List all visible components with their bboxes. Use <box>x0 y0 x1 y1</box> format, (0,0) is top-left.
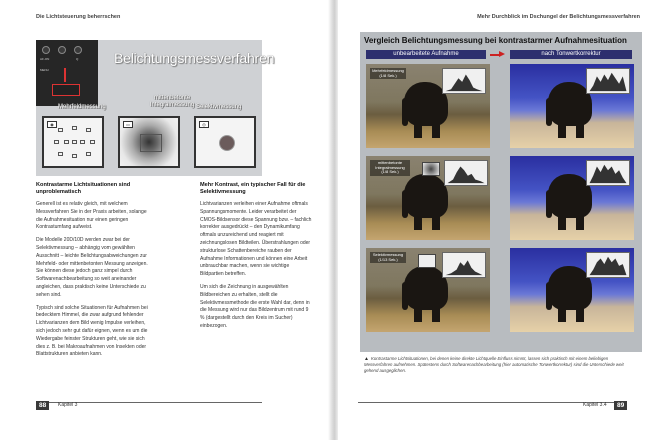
page-number: 89 <box>614 401 627 410</box>
histogram <box>586 252 630 278</box>
af-point <box>86 152 91 156</box>
column-header-original: unbearbeitete Aufnahme <box>366 50 486 59</box>
af-point <box>80 140 85 144</box>
histogram <box>586 68 630 94</box>
evaluative-metering-diagram <box>42 116 104 168</box>
elephant-trunk <box>546 190 552 218</box>
elephant-leg <box>558 210 566 230</box>
center-weighted-metering-diagram <box>118 116 180 168</box>
elephant-trunk <box>402 98 408 126</box>
histogram <box>444 160 488 186</box>
metering-figure <box>36 40 275 176</box>
elephant-leg <box>558 118 566 138</box>
camera-label: MENU <box>40 68 49 72</box>
af-point <box>72 140 77 144</box>
photo-corrected-partial <box>510 248 634 332</box>
row-label: mittenbetonte Integralmessung (1/8 Sek.) <box>370 160 410 176</box>
section-heading: Kontrastarme Lichtsituationen sind unproblematisch <box>36 182 131 195</box>
text-column-2 <box>200 182 312 336</box>
histogram <box>442 68 486 94</box>
af-point <box>54 140 59 144</box>
histogram-graph <box>587 69 629 93</box>
elephant-trunk <box>546 98 552 126</box>
af-point <box>72 154 77 158</box>
metering-thumb-icon <box>422 162 440 176</box>
photo-original-evaluative <box>366 64 490 148</box>
af-point-button-icon <box>74 46 82 54</box>
figure-title: Belichtungsmessverfahren <box>114 50 275 66</box>
histogram-graph <box>587 253 629 277</box>
histogram-graph <box>443 69 485 93</box>
text-column-1 <box>36 182 148 364</box>
evaluative-mode-icon: ◉ <box>47 121 57 128</box>
paragraph: Typisch sind solche Situationen für Aufnahmen bei bedecktem Himmel, die zwar aufgrund fehlender Lichtvarianzen dem Bild wenig Impulse verleihen, sich jedoch sehr gut dafür eignen, wenn es um die Wiedergabe feinster Strukturen geht, wie sie sich dies z. B. bei Makroaufnahmen von Insekten oder Blattstrukturen anbieten kann. <box>36 304 148 358</box>
af-point <box>58 128 63 132</box>
af-point <box>64 140 69 144</box>
comparison-figure <box>360 32 642 352</box>
elephant-trunk <box>402 190 408 218</box>
partial-metering-diagram <box>194 116 256 168</box>
paragraph: Um sich die Zeichnung in ausgewählten Bildbereichen zu erhalten, stellt die Selektivmessmethode die erste Wahl dar, denn in die Messung wird nur das Bildzentrum mit rund 9 % (dargestellt durch den Kreis im Sucher) einbezogen. <box>200 283 310 329</box>
af-point <box>90 140 95 144</box>
caption-text: Kontrastarme Lichtsituationen, bei denen keine direkte Lichtquelle Einfluss nimmt, lassen sich praktisch mit einem beliebigen Messverfahren aufnehmen. Spätestens durch Softwarenachbearbeitung (hier automatische Tonwertkorrektur) sind die Unterschiede weit gehend ausgeglichen. <box>364 356 624 374</box>
elephant-leg <box>576 302 584 322</box>
footer-rule <box>358 402 618 403</box>
elephant-leg <box>558 302 566 322</box>
chapter-label: Kapitel 3.4 <box>583 402 607 408</box>
paragraph: Generell ist es relativ gleich, mit welchem Messverfahren Sie in der Praxis arbeiten, solange die Aufnahmesituation nur einen geringen Kontrastumfang aufweist. <box>36 201 147 231</box>
running-head-left: Die Lichtsteuerung beherrschen <box>36 14 121 20</box>
page-number: 88 <box>36 401 49 410</box>
elephant-leg <box>414 210 422 230</box>
elephant-trunk <box>402 282 408 310</box>
row-label: Selektivmessung (1/13 Sek.) <box>370 252 406 263</box>
elephant-leg <box>414 302 422 322</box>
spot-circle <box>220 136 234 150</box>
histogram-graph <box>445 161 487 185</box>
figure-title: Vergleich Belichtungsmessung bei kontrastarmer Aufnahmesituation <box>364 36 627 45</box>
af-point <box>72 126 77 130</box>
elephant-leg <box>576 210 584 230</box>
histogram <box>442 252 486 278</box>
label-evaluative: Mehrfeldmessung <box>58 104 106 110</box>
chapter-label: Kapitel 3 <box>58 402 78 408</box>
histogram-graph <box>443 253 485 277</box>
star-button-icon <box>58 46 66 54</box>
camera-back-image <box>36 40 98 106</box>
af-on-button-icon <box>42 46 50 54</box>
row-label: Mehrfeldmessung (1/8 Sek.) <box>370 68 406 79</box>
elephant-leg <box>432 302 440 322</box>
photo-corrected-evaluative <box>510 64 634 148</box>
elephant-trunk <box>546 282 552 310</box>
left-page <box>0 0 330 440</box>
arrow-icon <box>64 68 66 82</box>
camera-label: Q <box>76 57 79 61</box>
right-arrow-icon <box>490 51 506 58</box>
column-header-corrected: nach Tonwertkorrektur <box>510 50 632 59</box>
metering-display-icon <box>52 84 80 96</box>
caption-triangle-icon: ▲ <box>364 356 369 362</box>
label-partial: Selektivmessung <box>196 104 242 110</box>
center-weighted-mode-icon: ▭ <box>123 121 133 128</box>
elephant-leg <box>576 118 584 138</box>
running-head-right: Mehr Durchblick im Dschungel der Belichtungsmessverfahren <box>477 14 640 20</box>
metering-thumb-icon <box>418 254 436 268</box>
paragraph: Die Modelle 20D/10D werden zwar bei der Selektivmessung – abhängig vom gewählten Ausschnitt – leichte Belichtungsabweichungen zur Mehrfeld- oder mittenbetonten Messung anzeigen. Sie können diese jedoch ganz simpel durch Softwarenachbearbeitung so weit aneinander angleichen, dass praktisch keine Unterschiede zu sehen sind. <box>36 237 148 298</box>
elephant-leg <box>432 210 440 230</box>
elephant-figure <box>404 174 448 218</box>
partial-mode-icon: ◎ <box>199 121 209 128</box>
center-area <box>140 134 162 152</box>
af-point <box>58 152 63 156</box>
elephant-leg <box>414 118 422 138</box>
photo-original-partial <box>366 248 490 332</box>
histogram <box>586 160 630 186</box>
elephant-leg <box>432 118 440 138</box>
camera-label: AF-ON <box>40 57 50 61</box>
photo-original-center-weighted <box>366 156 490 240</box>
histogram-graph <box>587 161 629 185</box>
af-point <box>86 128 91 132</box>
label-center-weighted: mittenbetonte Integralmessung <box>149 95 195 108</box>
figure-caption <box>364 356 634 375</box>
paragraph: Lichtvarianzen verleihen einer Aufnahme oftmals Spannungsmomente. Leider verarbeitet der CMOS-Bildsensor diese Spannung bzw. – fachlich korrekter ausgedrückt – den Dynamikumfang oftmals unzureichend und reagiert mit zeichnungslosen Bildteilen. Überstrahlungen oder strukturlose Schattenbereiche rauben der Aufnahme Informationen und können eine Arbeit unbrauchbar machen, wenn sie wichtige Bildpartien betreffen. <box>200 201 312 278</box>
section-heading: Mehr Kontrast, ein typischer Fall für die Selektivmessung <box>200 182 306 195</box>
right-page <box>338 0 668 440</box>
photo-corrected-center-weighted <box>510 156 634 240</box>
